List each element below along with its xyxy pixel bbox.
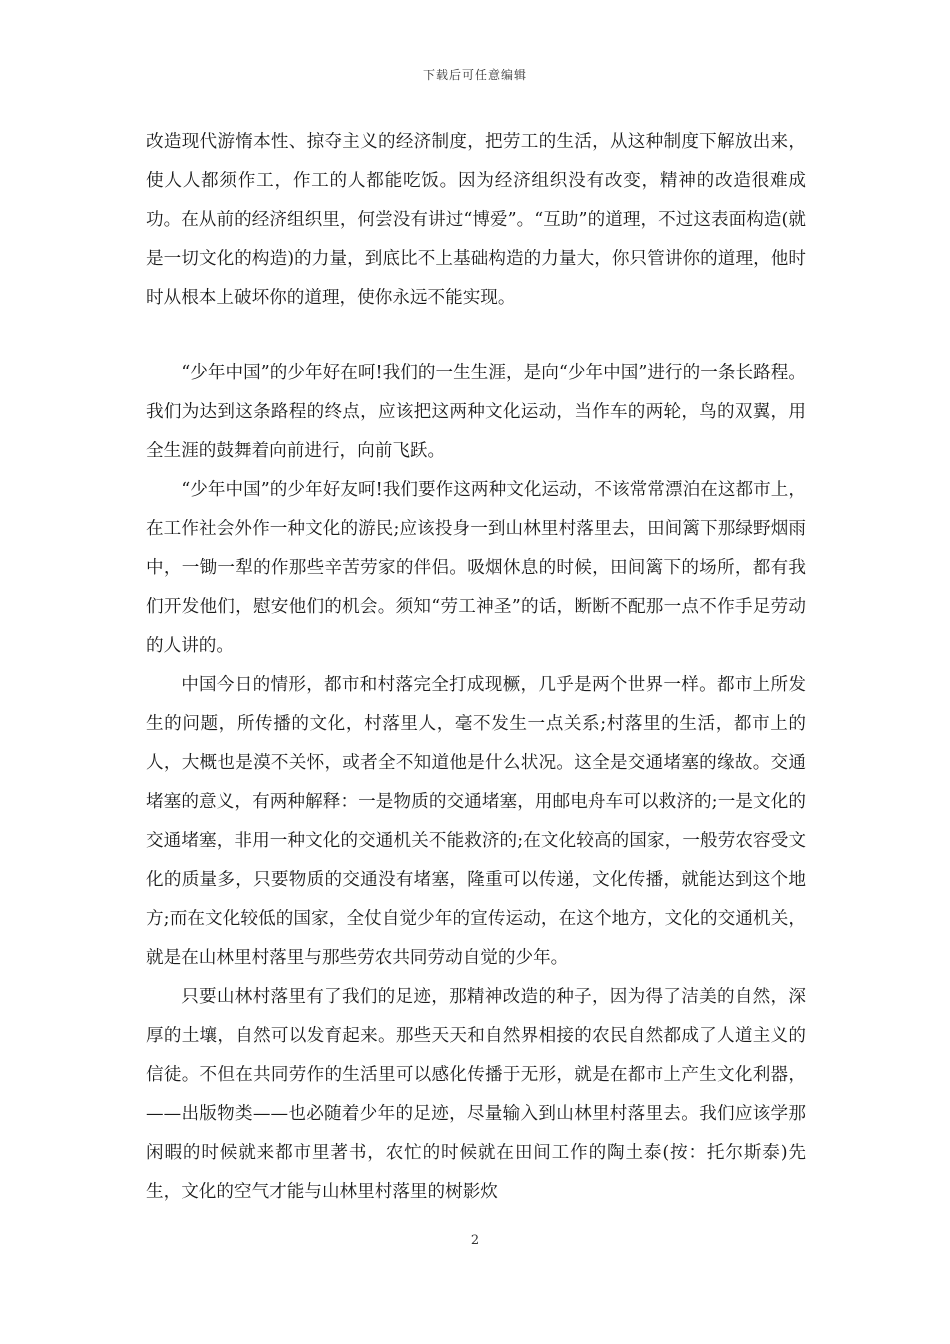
page-number: 2: [470, 1233, 480, 1248]
document-body: [146, 123, 806, 1212]
paragraph-young-china-road: “少年中国”的少年好在呵!我们的一生生涯，是向“少年中国”进行的一条长路程。我们为达到这条路程的终点，应该把这两种文化运动，当作车的两轮，鸟的双翼，用全生涯的鼓舞着向前进行，向前飞跃。: [146, 363, 806, 461]
paragraph-city-village: 中国今日的情形，都市和村落完全打成现橛，几乎是两个世界一样。都市上所发生的问题，所传播的文化，村落里人，毫不发生一点关系;村落里的生活，都市上的人，大概也是漠不关怀，或者全不知道他是什么状况。这全是交通堵塞的缘故。交通堵塞的意义，有两种解释：一是物质的交通堵塞，用邮电舟车可以救济的;一是文化的交通堵塞，非用一种文化的交通机关不能救济的;在文化较高的国家，一般劳农容受文化的质量多，只要物质的交通没有堵塞，隆重可以传递，文化传播，就能达到这个地方;而在文化较低的国家，全仗自觉少年的宣传运动，在这个地方，文化的交通机关，就是在山林里村落里与那些劳农共同劳动自觉的少年。: [146, 675, 806, 968]
paragraph-footprints: 只要山林村落里有了我们的足迹，那精神改造的种子，因为得了洁美的自然，深厚的土壤，自然可以发育起来。那些天天和自然界相接的农民自然都成了人道主义的信徒。不但在共同劳作的生活里可以感化传播于无形，就是在都市上产生文化利器，——出版物类——也必随着少年的足迹，尽量输入到山林里村落里去。我们应该学那闲暇的时候就来都市里著书，农忙的时候就在田间工作的陶土泰(按：托尔斯泰)先生，文化的空气才能与山林里村落里的树影炊: [146, 987, 806, 1202]
paragraph-continuation: 改造现代游惰本性、掠夺主义的经济制度，把劳工的生活，从这种制度下解放出来，使人人都须作工，作工的人都能吃饭。因为经济组织没有改变，精神的改造很难成功。在从前的经济组织里，何尝没有讲过“博爱”。“互助”的道理，不过这表面构造(就是一切文化的构造)的力量，到底比不上基础构造的力量大，你只管讲你的道理，他时时从根本上破坏你的道理，使你永远不能实现。: [146, 132, 806, 308]
page-header: 下载后可任意编辑: [422, 68, 527, 82]
paragraph-young-china-friends: “少年中国”的少年好友呵!我们要作这两种文化运动，不该常常漂泊在这都市上，在工作社会外作一种文化的游民;应该投身一到山林里村落里去，田间篱下那绿野烟雨中，一锄一犁的作那些辛苦劳家的伴侣。吸烟休息的时候，田间篱下的场所，都有我们开发他们，慰安他们的机会。须知“劳工神圣”的话，断断不配那一点不作手足劳动的人讲的。: [146, 480, 806, 656]
